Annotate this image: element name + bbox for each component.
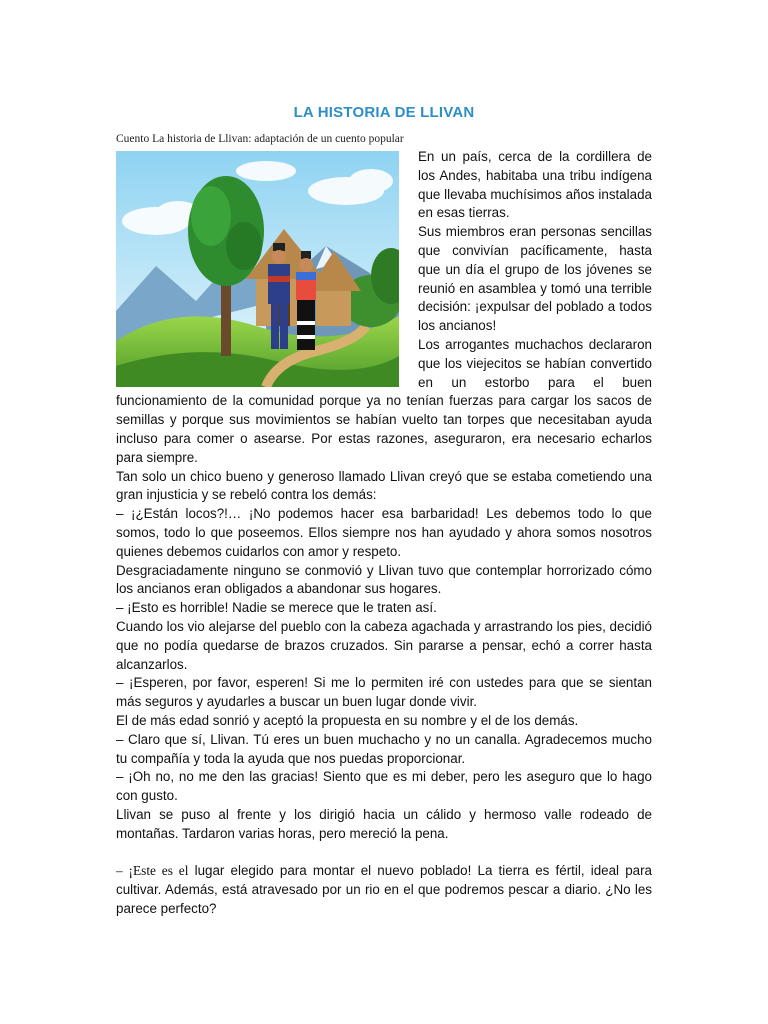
paragraph: Desgraciadamente ninguno se conmovió y Llivan tuvo que contemplar horrorizado cómo los ancianos eran obligados a abandonar sus hogares. [116, 562, 652, 597]
paragraph: – Claro que sí, Llivan. Tú eres un buen muchacho y no un canalla. Agradecemos mucho tu compañía y toda la ayuda que nos puedas proporcionar. [116, 731, 652, 766]
final-paragraph-rest: lugar elegido para montar el nuevo poblado! La tierra es fértil, ideal para cultivar. Además, está atravesado por un rio en el que podremos pescar a diario. ¿No les parece perfecto? [116, 863, 652, 916]
final-paragraph [116, 862, 652, 918]
paragraph: El de más edad sonrió y aceptó la propuesta en su nombre y el de los demás. [116, 712, 579, 728]
paragraph: Los arrogantes muchachos declararon que los viejecitos se habían convertido en un estorbo para el buen funcionamiento de la comunidad porque ya no tenían fuerzas para cargar los sacos de semillas y porque sus movimientos se habían vuelto tan torpes que necesitaban ayuda incluso para comer o asearse. Por estas razones, aseguraron, era necesario echarlos para siempre. [116, 336, 652, 465]
paragraph: Sus miembros eran personas sencillas que convivían pacíficamente, hasta que un día el grupo de los jóvenes se reunió en asamblea y tomó una terrible decisión: ¡expulsar del poblado a todos los ancianos! [418, 224, 652, 334]
paragraph: Cuando los vio alejarse del pueblo con la cabeza agachada y arrastrando los pies, decidió que no podía quedarse de brazos cruzados. Sin pararse a pensar, echó a correr hasta alcanzarlos. [116, 618, 652, 672]
paragraph: Llivan se puso al frente y los dirigió hacia un cálido y hermoso valle rodeado de montañas. Tardaron varias horas, pero mereció la pena. [116, 806, 652, 841]
paragraph: Tan solo un chico bueno y generoso llamado Llivan creyó que se estaba cometiendo una gran injusticia y se rebeló contra los demás: [116, 468, 652, 503]
story-title: LA HISTORIA DE LLIVAN [293, 104, 475, 121]
paragraph: – ¡¿Están locos?!… ¡No podemos hacer esa barbaridad! Les debemos todo lo que somos, todo lo que poseemos. Ellos siempre nos han ayudado y ahora somos nosotros quienes debemos cuidarlos con amor y respeto. [116, 506, 652, 559]
story-body [116, 148, 652, 919]
paragraph: – ¡Oh no, no me den las gracias! Siento que es mi deber, pero les aseguro que lo hago con gusto. [116, 769, 652, 804]
image-caption: Cuento La historia de Llivan: adaptación de un cuento popular [116, 133, 404, 145]
paragraph: – ¡Esto es horrible! Nadie se merece que le traten así. [116, 600, 437, 616]
final-paragraph-lead: – ¡Este es el [116, 863, 189, 879]
paragraph: En un país, cerca de la cordillera de los Andes, habitaba una tribu indígena que llevaba muchísimos años instalada en esas tierras. [418, 149, 652, 221]
paragraph: – ¡Esperen, por favor, esperen! Si me lo permiten iré con ustedes para que se sientan más seguros y ayudarles a buscar un buen lugar donde vivir. [116, 675, 652, 710]
